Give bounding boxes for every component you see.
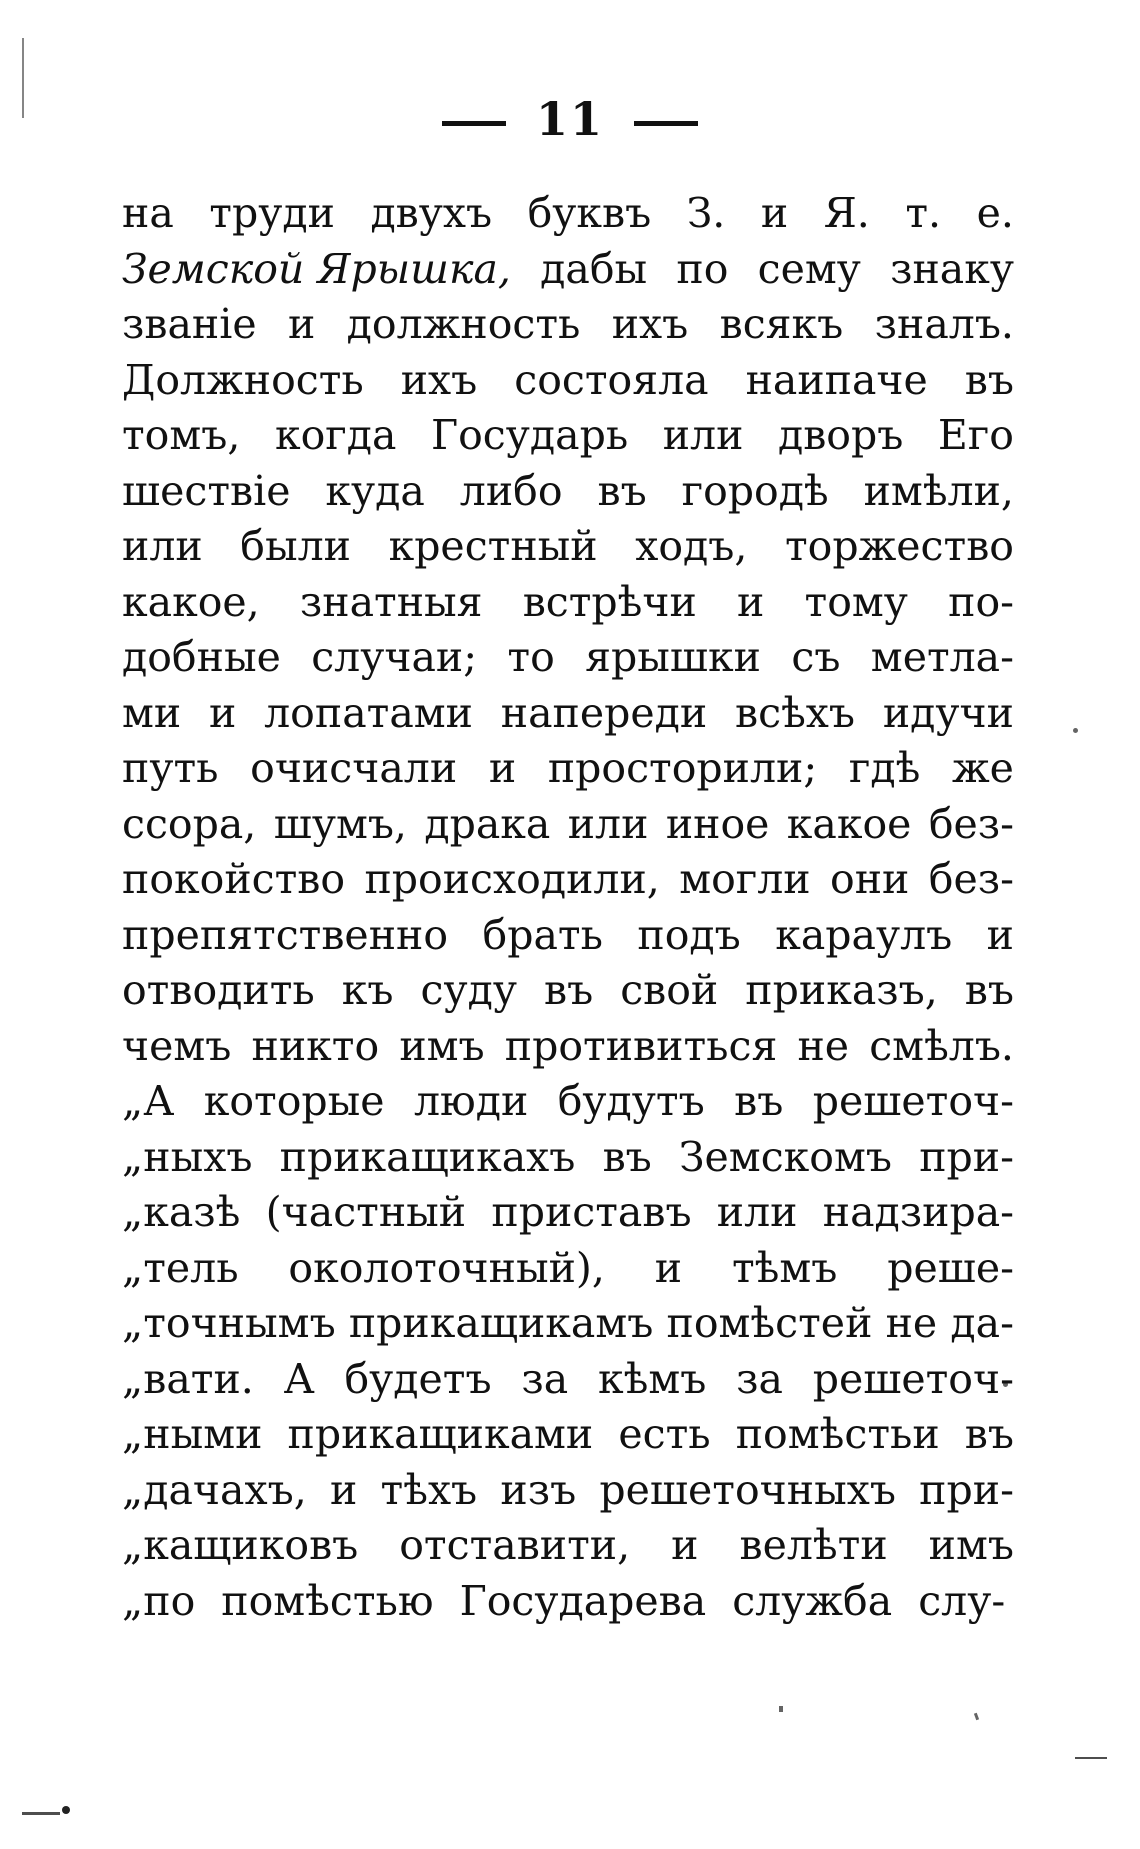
text-line	[122, 1463, 1014, 1519]
word: без-	[928, 799, 1014, 848]
word: случаи;	[311, 633, 478, 681]
word: противиться	[504, 1021, 778, 1070]
text-line	[122, 1518, 1014, 1574]
word: чемъ	[122, 1021, 232, 1070]
word: никто	[251, 1021, 380, 1070]
word: ихъ	[400, 355, 478, 404]
word: приставъ	[491, 1188, 692, 1236]
word: помѣстью	[221, 1576, 434, 1625]
word: то	[507, 633, 555, 681]
word: шествіе	[122, 466, 291, 515]
text-line	[122, 1185, 1014, 1241]
ink-speck	[779, 1706, 783, 1712]
word: по	[676, 244, 729, 293]
text-line	[122, 686, 1014, 742]
word: или	[662, 411, 744, 459]
word: ярышки	[585, 633, 761, 681]
word: должность	[346, 300, 581, 348]
text-line	[122, 297, 1014, 353]
word: ми	[122, 688, 182, 737]
word: драка	[424, 799, 551, 848]
word: решеточ-	[812, 1354, 1014, 1403]
word: не	[885, 1299, 938, 1347]
text-line	[122, 852, 1014, 908]
word: „казѣ	[122, 1188, 241, 1236]
word: или	[567, 799, 649, 848]
word: которые	[203, 1077, 385, 1125]
word: шумъ,	[273, 799, 407, 848]
word: же	[951, 744, 1014, 792]
text-line	[122, 908, 1014, 964]
word: и	[760, 189, 789, 237]
word: т.	[905, 189, 942, 237]
word: без-	[928, 855, 1014, 903]
word: решеточ-	[812, 1077, 1014, 1125]
word: „по	[122, 1576, 196, 1625]
word: когда	[274, 411, 397, 459]
word: и	[654, 1243, 683, 1292]
word: (частный	[265, 1188, 467, 1236]
text-line	[122, 519, 1014, 575]
word: кѣмъ	[597, 1354, 707, 1403]
word: „кащиковъ	[122, 1521, 359, 1569]
word: люди	[414, 1077, 529, 1125]
word: въ	[602, 1132, 652, 1181]
word: за	[521, 1354, 569, 1403]
word: зналъ.	[874, 300, 1014, 348]
word: куда	[325, 466, 425, 515]
word: очисчали	[250, 744, 458, 792]
ink-speck	[62, 1806, 70, 1814]
word: Земскомъ	[679, 1132, 892, 1181]
word: труди	[209, 189, 335, 237]
word: покойство	[122, 855, 346, 903]
word: томъ,	[122, 411, 241, 459]
word: дабы	[540, 244, 648, 293]
word: идучи	[882, 688, 1014, 737]
word: отводить	[122, 966, 315, 1014]
word: „ными	[122, 1410, 263, 1458]
word: къ	[341, 966, 394, 1014]
word: имѣли,	[863, 466, 1014, 515]
word: при-	[919, 1132, 1014, 1181]
word: въ	[964, 355, 1014, 404]
word: съ	[791, 633, 841, 681]
word: Должность	[122, 355, 364, 404]
word: дворъ	[777, 411, 904, 459]
word: караулъ	[775, 910, 953, 959]
text-line	[122, 242, 1014, 298]
word: служба	[732, 1576, 893, 1625]
text-line	[122, 1296, 1014, 1352]
word: брать	[482, 910, 603, 959]
word: званіе	[122, 300, 257, 348]
text-line	[122, 1407, 1014, 1463]
word: крестный	[388, 522, 598, 570]
word: Его	[937, 411, 1014, 459]
word: подъ	[637, 910, 741, 959]
text-line	[122, 1352, 1014, 1408]
word: не	[797, 1021, 850, 1070]
word: Государь	[430, 411, 629, 459]
word: тому	[804, 577, 908, 626]
word: решеточныхъ	[599, 1465, 896, 1514]
word: либо	[459, 466, 563, 515]
word: и	[209, 688, 237, 737]
word: состояла	[514, 355, 709, 404]
word: прикащиками	[287, 1410, 594, 1458]
ink-speck	[1073, 728, 1078, 733]
word: буквъ	[527, 189, 652, 237]
word: какое,	[122, 577, 260, 626]
word: городѣ	[681, 466, 829, 515]
word: напереди	[500, 688, 708, 737]
word: и	[671, 1521, 699, 1569]
word: путь	[122, 744, 219, 792]
body-text	[122, 186, 1014, 1629]
word: Земской Ярышка,	[122, 244, 511, 293]
word: и	[986, 910, 1014, 959]
word: „А	[122, 1077, 175, 1125]
word: на	[122, 189, 174, 237]
text-line	[122, 353, 1014, 409]
word: „дачахъ,	[122, 1465, 307, 1514]
word: смѣлъ.	[869, 1021, 1014, 1070]
ink-speck	[974, 1713, 979, 1721]
word: по-	[948, 577, 1014, 626]
text-line	[122, 963, 1014, 1019]
word: метла-	[870, 633, 1014, 681]
word: отставити,	[399, 1521, 631, 1569]
word: могли	[679, 855, 811, 903]
word: прикащикамъ	[348, 1299, 654, 1347]
word: при-	[919, 1465, 1014, 1514]
word: тѣхъ	[380, 1465, 478, 1514]
word: въ	[964, 1410, 1014, 1458]
word: и	[287, 300, 316, 348]
word: и	[737, 577, 765, 626]
word: какое	[786, 799, 912, 848]
word: происходили,	[364, 855, 660, 903]
text-line	[122, 1074, 1014, 1130]
word: и	[488, 744, 517, 792]
word: препятственно	[122, 910, 449, 959]
word: торжество	[784, 522, 1014, 570]
header-dash-right	[634, 121, 698, 126]
word: А	[283, 1354, 315, 1403]
word: за	[736, 1354, 783, 1403]
word: были	[240, 522, 351, 570]
word: знаку	[890, 244, 1014, 293]
word: „ныхъ	[122, 1132, 253, 1181]
word: они	[830, 855, 910, 903]
word: всякъ	[719, 300, 844, 348]
word: встрѣчи	[522, 577, 697, 626]
word: велѣти	[739, 1521, 888, 1569]
word: или	[122, 522, 203, 570]
word: просторили;	[547, 744, 818, 792]
text-line	[122, 1019, 1014, 1075]
word: надзира-	[822, 1188, 1014, 1236]
text-line	[122, 575, 1014, 631]
word: добные	[122, 633, 281, 681]
word: е.	[976, 189, 1014, 237]
word: помѣстьи	[735, 1410, 940, 1458]
page-number: 11	[535, 92, 604, 146]
word: помѣстей	[666, 1299, 873, 1347]
text-line	[122, 1574, 1014, 1630]
word: двухъ	[370, 189, 493, 237]
word: есть	[618, 1410, 711, 1458]
text-line	[122, 741, 1014, 797]
word: околоточный),	[288, 1243, 605, 1292]
word: лопатами	[264, 688, 473, 737]
word: или	[716, 1188, 798, 1236]
word: „точнымъ	[122, 1299, 336, 1347]
text-line	[122, 1130, 1014, 1186]
word: слу-	[918, 1576, 1006, 1625]
word: да-	[950, 1299, 1014, 1347]
page-header	[0, 92, 1140, 146]
word: ссора,	[122, 799, 257, 848]
word: приказъ,	[745, 966, 938, 1014]
word: тѣмъ	[731, 1243, 838, 1292]
word: ихъ	[611, 300, 689, 348]
word: въ	[597, 466, 647, 515]
text-line	[122, 1241, 1014, 1297]
word: гдѣ	[848, 744, 921, 792]
text-line	[122, 408, 1014, 464]
word: ходъ,	[635, 522, 748, 570]
word: З.	[686, 189, 726, 237]
word: изъ	[500, 1465, 577, 1514]
text-line	[122, 464, 1014, 520]
text-line	[122, 797, 1014, 853]
scan-edge-mark	[1075, 1757, 1107, 1759]
word: иное	[665, 799, 770, 848]
word: будетъ	[344, 1354, 492, 1403]
word: суду	[420, 966, 517, 1014]
word: въ	[734, 1077, 784, 1125]
scan-edge-mark	[22, 1812, 60, 1815]
word: всѣхъ	[735, 688, 856, 737]
text-line	[122, 630, 1014, 686]
word: Я.	[823, 189, 870, 237]
word: и	[329, 1465, 358, 1514]
word: реше-	[887, 1243, 1014, 1292]
word: имъ	[928, 1521, 1014, 1569]
text-line	[122, 186, 1014, 242]
header-dash-left	[442, 121, 506, 126]
word: въ	[544, 966, 594, 1014]
word: сему	[757, 244, 861, 293]
word: имъ	[399, 1021, 485, 1070]
word: знатныя	[299, 577, 483, 626]
word: Государева	[459, 1576, 707, 1625]
word: въ	[964, 966, 1014, 1014]
word: будутъ	[557, 1077, 705, 1125]
word: наипаче	[745, 355, 928, 404]
word: „вати.	[122, 1354, 254, 1403]
word: прикащикахъ	[279, 1132, 576, 1181]
word: свой	[620, 966, 719, 1014]
word: „тель	[122, 1243, 239, 1292]
